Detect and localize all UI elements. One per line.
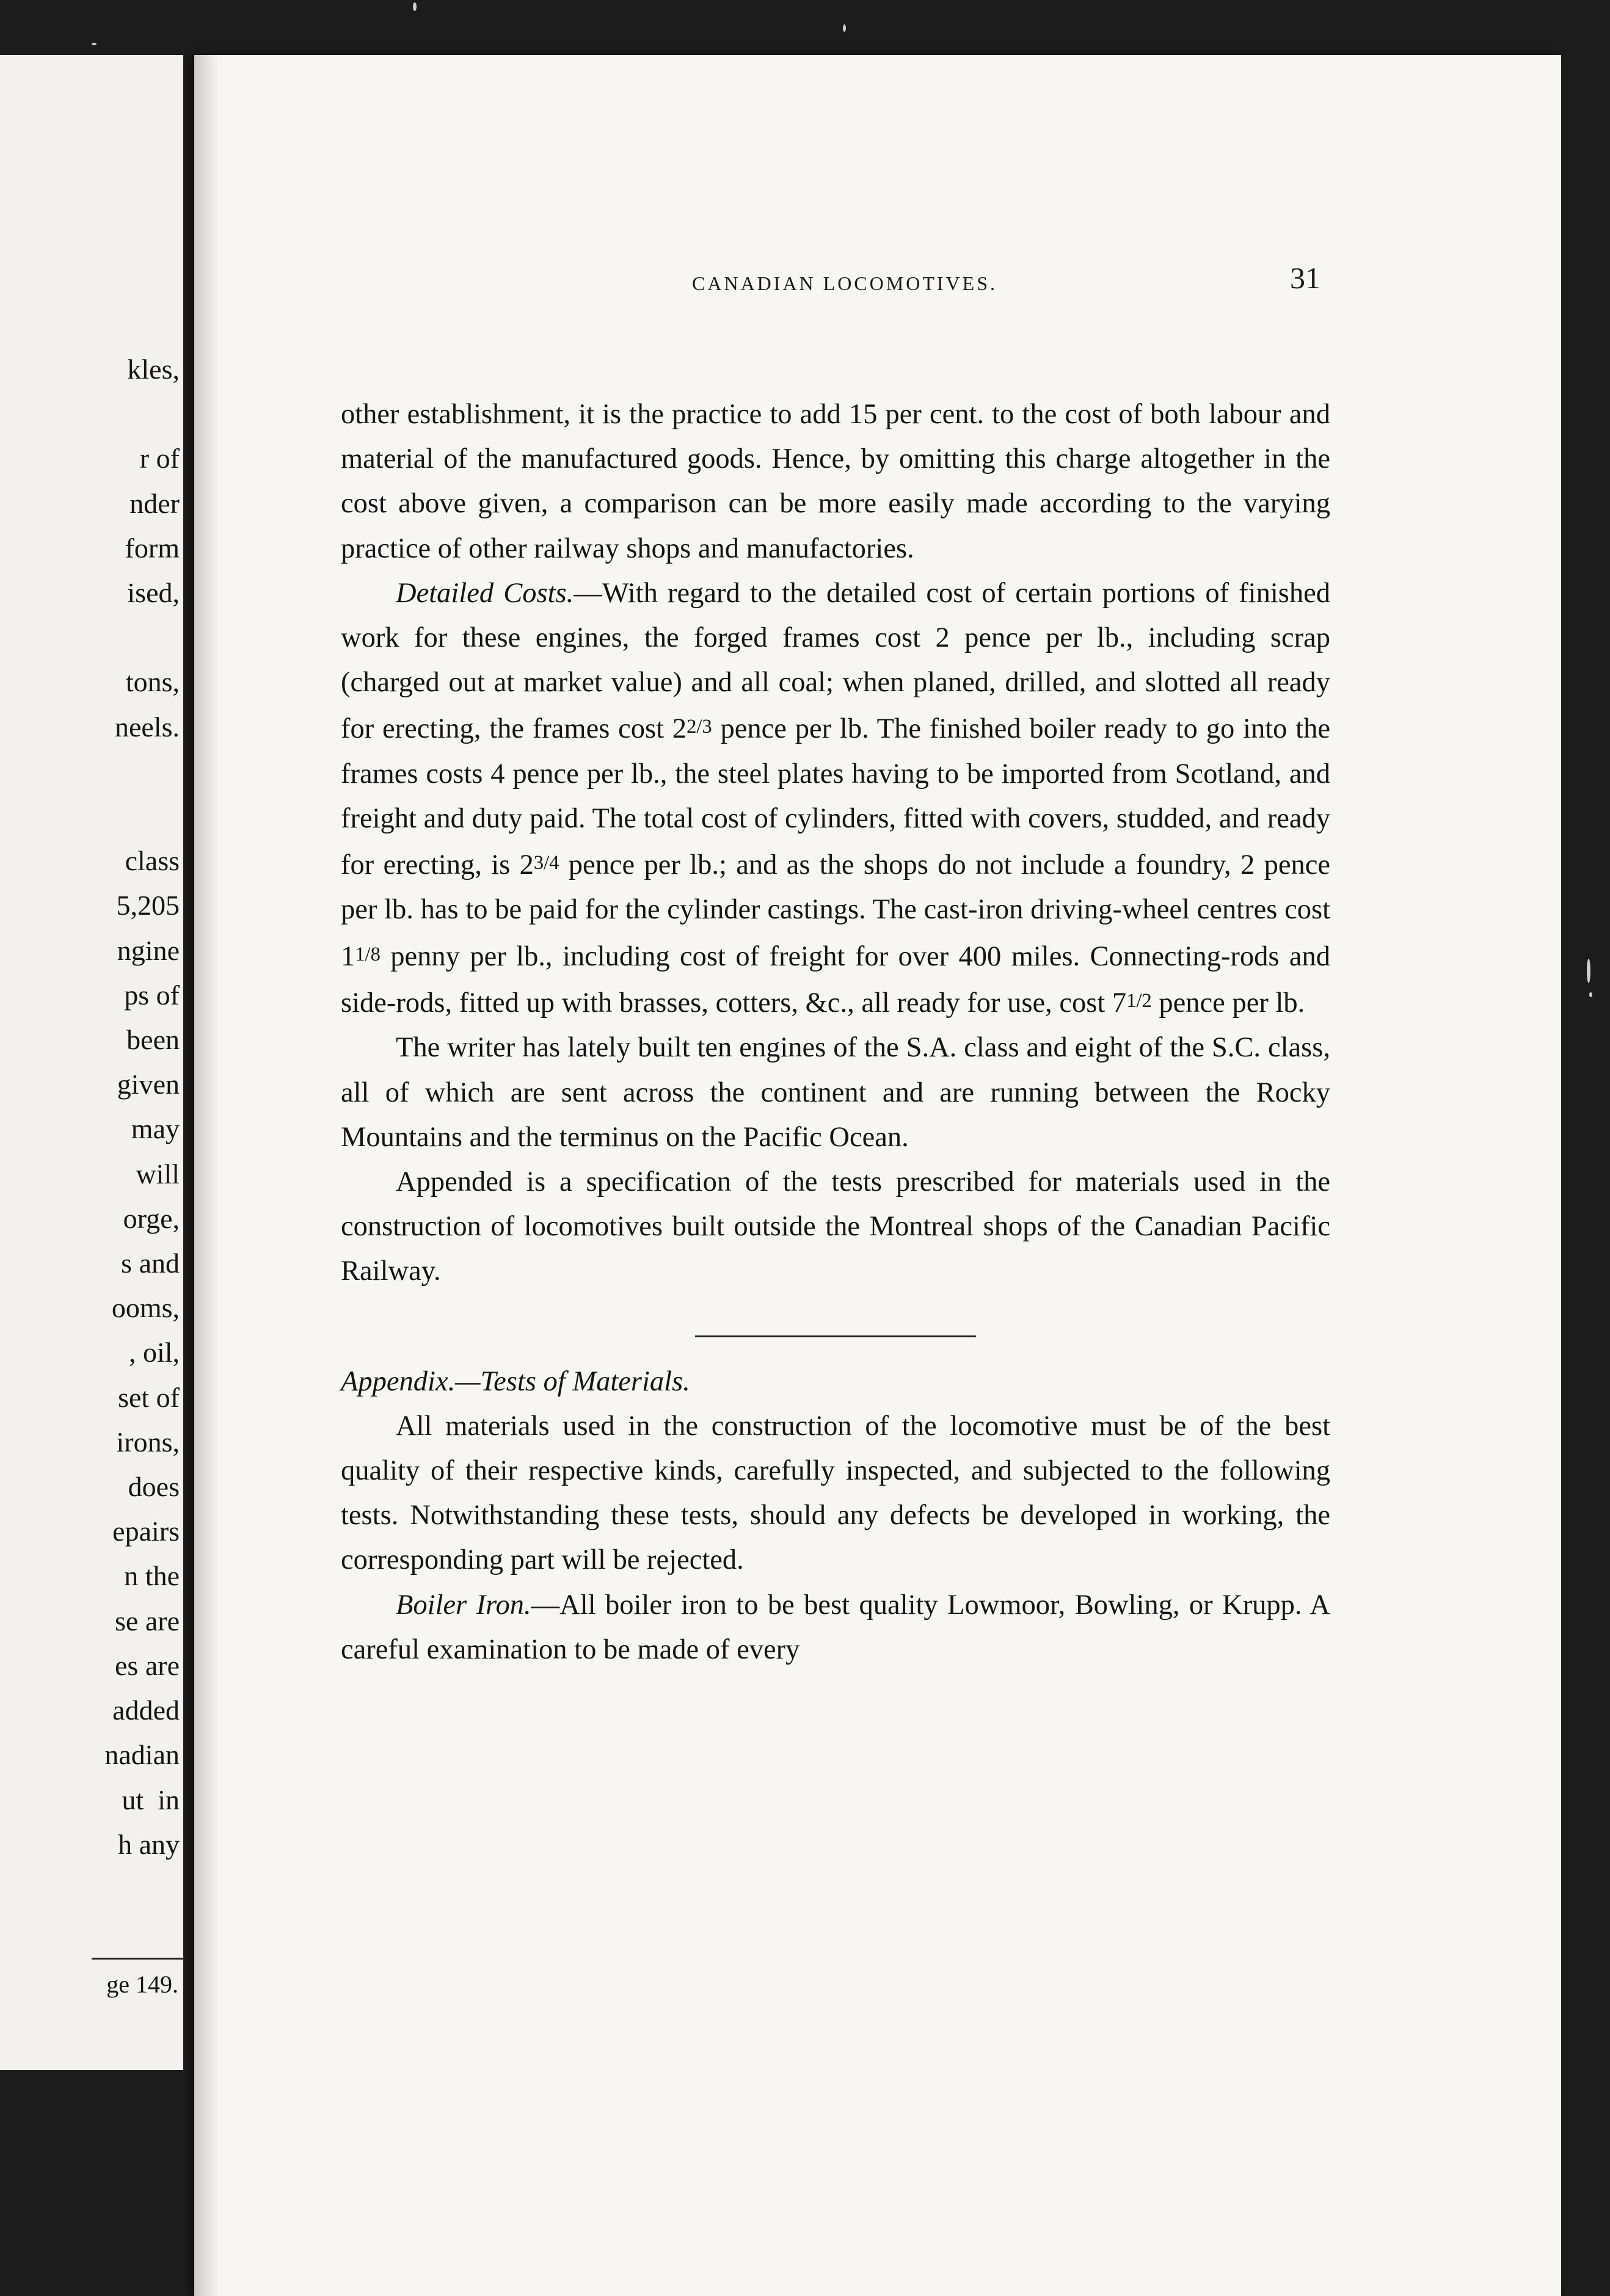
left-page-line-fragments bbox=[104, 347, 180, 1867]
scan-speck bbox=[1589, 992, 1592, 997]
left-page-line: ooms, bbox=[111, 1292, 180, 1324]
paragraph-boiler-iron bbox=[341, 1583, 1330, 1672]
left-page-line bbox=[104, 794, 180, 838]
appendix-heading: Appendix.—Tests of Materials. bbox=[341, 1365, 690, 1397]
left-page-line: given bbox=[117, 1069, 180, 1100]
paragraph-text: —All boiler iron to be best quality Lowmoor, Bowling, or Krupp. A careful examination to be made of every bbox=[341, 1589, 1331, 1665]
left-page-line: ps of bbox=[124, 979, 180, 1011]
run-in-heading-detailed-costs: Detailed Costs. bbox=[396, 577, 574, 609]
left-page-line bbox=[104, 615, 180, 659]
run-in-heading-boiler-iron: Boiler Iron. bbox=[396, 1589, 531, 1621]
book-page bbox=[194, 55, 1561, 2296]
scan-speck bbox=[92, 43, 97, 45]
paragraph-4: Appended is a specification of the tests prescribed for materials used in the construction of locomotives built outside the Montreal shops of the Canadian Pacific Railway. bbox=[341, 1166, 1330, 1287]
left-page-line: does bbox=[121, 1471, 180, 1503]
running-title: CANADIAN LOCOMOTIVES. bbox=[692, 272, 997, 294]
left-footnote-rule bbox=[92, 1958, 183, 1960]
paragraph-text: pence per lb. bbox=[1151, 987, 1305, 1019]
left-page-line: class bbox=[125, 845, 180, 877]
left-page-line: , oil, bbox=[128, 1337, 180, 1368]
left-page-line: nadian bbox=[104, 1739, 180, 1771]
left-page-line: kles, bbox=[127, 354, 180, 385]
section-rule bbox=[695, 1335, 976, 1337]
left-page-line: ut in bbox=[122, 1784, 180, 1815]
left-page-line: ised, bbox=[127, 577, 180, 609]
fraction: 1/2 bbox=[1126, 990, 1152, 1012]
left-page-line: 5,205 bbox=[116, 890, 180, 921]
left-page-line: ngine bbox=[117, 934, 180, 966]
left-page-line: h any bbox=[118, 1828, 180, 1860]
left-page-line: nder bbox=[129, 487, 180, 519]
fraction: 3/4 bbox=[533, 852, 559, 874]
page-number: 31 bbox=[1290, 261, 1320, 295]
body-text bbox=[341, 392, 1330, 1672]
left-page-line: tons, bbox=[125, 666, 180, 698]
paragraph-detailed-costs bbox=[341, 571, 1330, 1026]
left-page-line: will bbox=[136, 1158, 180, 1190]
paragraph-text: pence per lb.; and as the shops do not include a foundry, 2 pence per lb. has to be paid for the cylinder castings. The cast-iron driving-wheel centres cost 1 bbox=[341, 849, 1330, 972]
left-page-line: n the bbox=[124, 1560, 180, 1592]
paragraph-1: other establishment, it is the practice to add 15 per cent. to the cost of both labour and material of the manufactured goods. Hence, by omitting this charge altogether in the cost above given, a comparison can be more easily made according to the varying practice of other railway shops and manufactories. bbox=[341, 399, 1330, 564]
paragraph-text: pence per lb. The finished boiler ready to go into the frames costs 4 pence per lb., the steel plates having to be imported from Scotland, and freight and duty paid. The total cost of cylinders, fitted with covers, studded, and ready for erecting, is 2 bbox=[341, 713, 1330, 881]
fraction: 2/3 bbox=[687, 716, 712, 738]
paragraph-text: penny per lb., including cost of freight for over 400 miles. Connecting-rods and side-rods, fitted up with brasses, cotters, &c., all ready for use, cost 7 bbox=[341, 940, 1330, 1019]
scan-speck bbox=[413, 2, 417, 11]
left-page-line: epairs bbox=[112, 1516, 180, 1547]
left-facing-page bbox=[0, 55, 183, 2070]
left-page-line: orge, bbox=[123, 1202, 180, 1234]
scan-speck bbox=[1587, 959, 1590, 983]
left-page-line: set of bbox=[118, 1381, 180, 1413]
scan-speck bbox=[843, 24, 846, 32]
left-footnote: ge 149. bbox=[106, 1971, 178, 1998]
paragraph-text: —With regard to the detailed cost of certain portions of finished work for these engines, the forged frames cost 2 pence per lb., including scrap (charged out at market value) and all coal; when planed, drilled, and slotted all ready for erecting, the frames cost 2 bbox=[341, 577, 1330, 745]
left-page-line: s and bbox=[121, 1248, 180, 1279]
left-page-line bbox=[104, 749, 180, 794]
left-page-line bbox=[104, 391, 180, 436]
left-page-line: may bbox=[131, 1113, 180, 1145]
left-page-line: es are bbox=[115, 1649, 180, 1681]
left-page-line: form bbox=[125, 532, 180, 564]
gutter-shadow bbox=[194, 55, 219, 2296]
paragraph-5: All materials used in the construction of the locomotive must be of the best quality of their respective kinds, carefully inspected, and subjected to the following tests. Notwithstanding these tests, should any defects be developed in working, the corresponding part will be rejected. bbox=[341, 1410, 1330, 1576]
fraction: 1/8 bbox=[355, 943, 381, 965]
left-page-line: r of bbox=[139, 443, 180, 474]
left-page-line: irons, bbox=[116, 1426, 180, 1458]
left-page-line: been bbox=[126, 1024, 180, 1056]
left-page-line: neels. bbox=[114, 711, 180, 743]
paragraph-3: The writer has lately built ten engines of the S.A. class and eight of the S.C. class, all of which are sent across the continent and are running between the Rocky Mountains and the terminus on the Pacific Ocean. bbox=[341, 1032, 1330, 1153]
left-page-line: se are bbox=[115, 1605, 180, 1637]
left-page-line: added bbox=[112, 1695, 180, 1726]
